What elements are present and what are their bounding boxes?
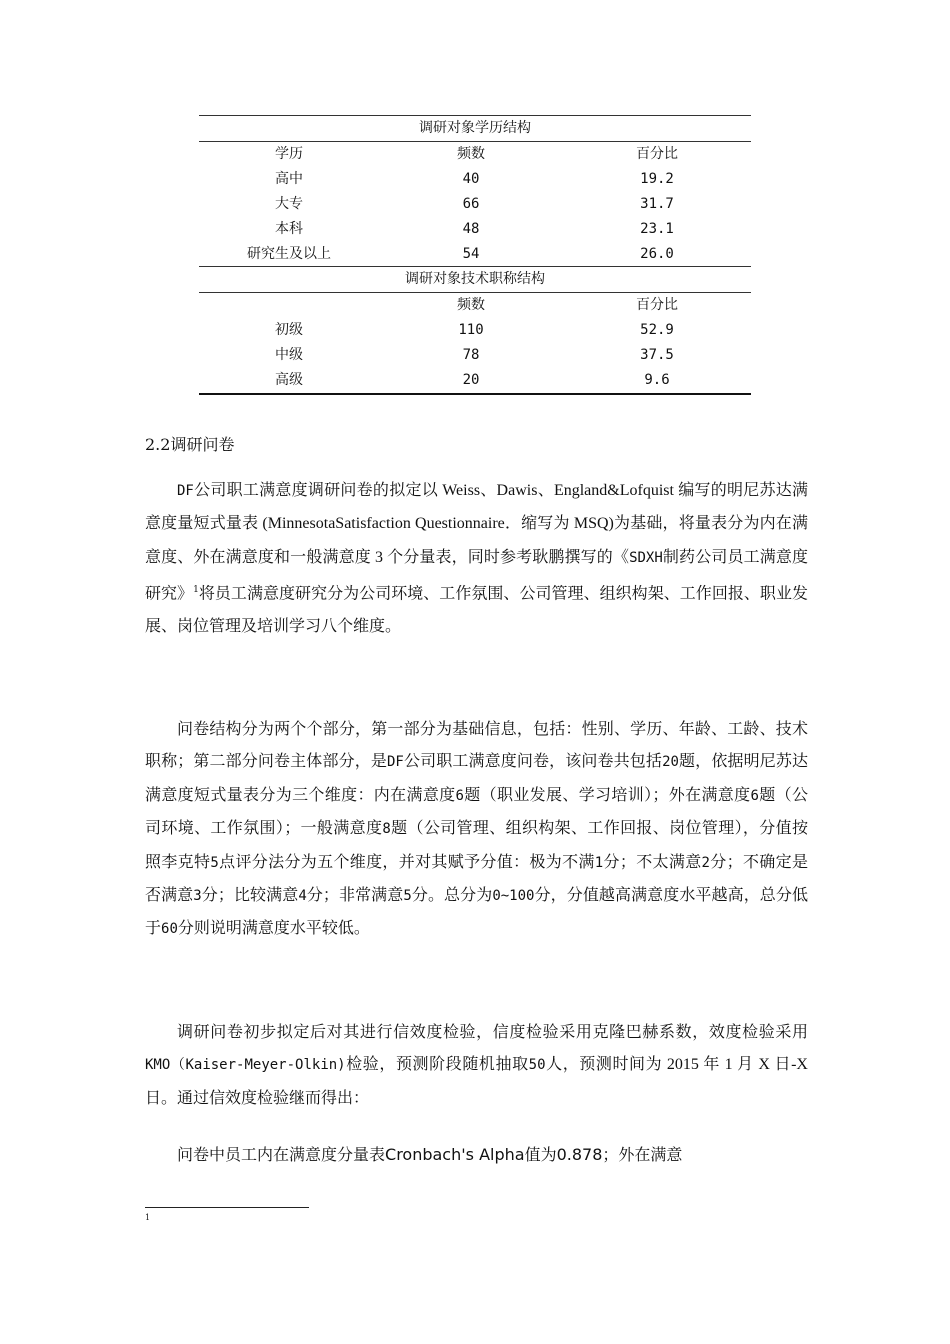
table-row: 大专 66 31.7: [275, 195, 674, 212]
table-header-row: 学历 频数 百分比: [275, 145, 678, 162]
paragraph-validity-test: 调研问卷初步拟定后对其进行信效度检验，信度检验采用克隆巴赫系数，效度检验采用KMO（Kaiser-Meyer-Olkin)检验，预测阶段随机抽取50人，预测时间为 2015 年 1 月 X 日-X 日。通过信效度检验继而得出：: [145, 1022, 808, 1107]
table-row: 高中 40 19.2: [275, 170, 674, 187]
table-row: 初级 110 52.9: [275, 322, 674, 339]
table-section-title: 调研对象学历结构: [199, 116, 751, 142]
paragraph-reliability-result: 问卷中员工内在满意度分量表Cronbach's Alpha值为0.878；外在满意: [177, 1145, 683, 1164]
paragraph-questionnaire-structure: 问卷结构分为两个个部分，第一部分为基础信息，包括：性别、学历、年龄、工龄、技术职称；第二部分问卷主体部分，是DF公司职工满意度问卷，该问卷共包括20题，依据明尼苏达满意度短式量表分为三个维度：内在满意度6题（职业发展、学习培训）；外在满意度6题（公司环境、工作氛围）；一般满意度8题（公司管理、组织构架、工作回报、岗位管理），分值按照李克特5点评分法分为五个维度，并对其赋予分值：极为不满1分；不太满意2分；不确定是否满意3分；比较满意4分；非常满意5分。总分为0~100分，分值越高满意度水平越高，总分低于60分则说明满意度水平较低。: [145, 719, 808, 938]
table-row: 研究生及以上 54 26.0: [199, 242, 751, 267]
footnote-ref: 1: [193, 585, 199, 596]
demographics-table: [199, 115, 751, 395]
footnote-number: 1: [145, 1213, 151, 1222]
table-header-row: 频数 百分比: [457, 297, 678, 314]
table-row: 中级 78 37.5: [275, 347, 674, 364]
table-section-title: 调研对象技术职称结构: [199, 267, 751, 293]
table-row: 高级 20 9.6: [199, 368, 751, 394]
table-row: 本科 48 23.1: [275, 220, 674, 237]
paragraph-questionnaire-basis: DF公司职工满意度调研问卷的拟定以 Weiss、Dawis、England&Lofquist 编写的明尼苏达满意度量短式量表 (MinnesotaSatisfaction Questionnaire．缩写为 MSQ)为基础，将量表分为内在满意度、外在满意度和一般满意度 3 个分量表，同时参考耿鹏撰写的《SDXH制药公司员工满意度研究》$^1$将员工满意度研究分为公司环境、工作氛围、公司管理、组织构架、工作回报、职业发展、岗位管理及培训学习八个维度。: [145, 482, 808, 635]
footnote-divider: [145, 1207, 309, 1208]
section-heading: 2.2调研问卷: [145, 435, 235, 454]
